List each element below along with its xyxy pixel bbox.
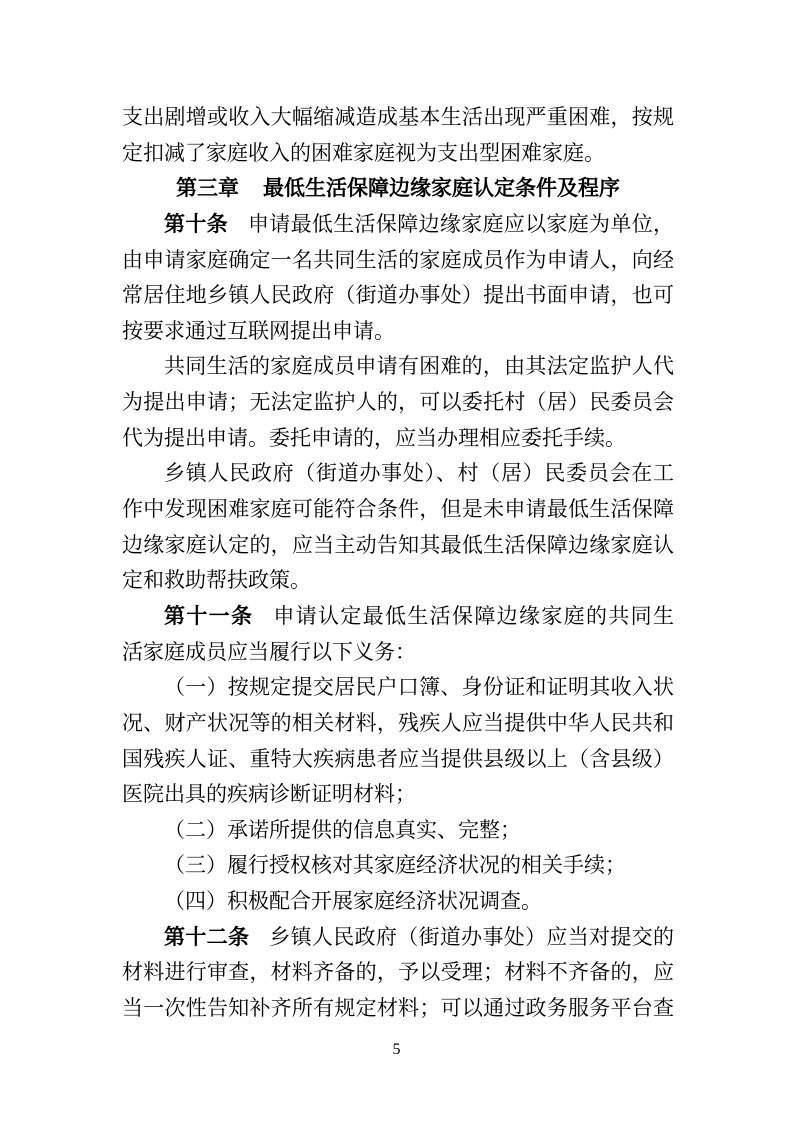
list-item: （四）积极配合开展家庭经济状况调查。	[164, 889, 542, 913]
chapter-heading	[122, 168, 674, 208]
paragraph-line: 乡镇人民政府（街道办事处）、村（居）民委员会在工	[164, 461, 674, 485]
article-label: 第十二条	[164, 925, 250, 949]
article-11-first-line	[164, 596, 674, 636]
article-text: 申请认定最低生活保障边缘家庭的共同生	[273, 604, 675, 628]
paragraph-line: 材料进行审查，材料齐备的，予以受理；材料不齐备的，应	[122, 960, 674, 984]
paragraph-line: 由申请家庭确定一名共同生活的家庭成员作为申请人，向经	[122, 248, 674, 272]
paragraph-line: 代为提出申请。委托申请的，应当办理相应委托手续。	[122, 426, 626, 450]
paragraph-line: 作中发现困难家庭可能符合条件，但是未申请最低生活保障	[122, 497, 674, 521]
paragraph-line: 当一次性告知补齐所有规定材料；可以通过政务服务平台查	[122, 996, 674, 1020]
article-12-first-line	[164, 917, 674, 957]
chapter-number: 第三章	[176, 176, 239, 200]
list-item-line: 况、财产状况等的相关材料，残疾人应当提供中华人民共和	[122, 711, 674, 735]
paragraph-line: 支出剧增或收入大幅缩减造成基本生活出现严重困难，按规	[122, 105, 674, 129]
article-label: 第十条	[164, 212, 228, 236]
paragraph-line: 为提出申请；无法定监护人的，可以委托村（居）民委员会	[122, 390, 674, 414]
list-item-line: 国残疾人证、重特大疾病患者应当提供县级以上（含县级）	[122, 747, 674, 771]
list-item-line: 医院出具的疾病诊断证明材料；	[122, 782, 416, 806]
paragraph-line: 活家庭成员应当履行以下义务：	[122, 640, 416, 664]
paragraph-line: 定和救助帮扶政策。	[122, 568, 311, 592]
paragraph-line: 按要求通过互联网提出申请。	[122, 319, 395, 343]
article-10-first-line	[164, 204, 674, 244]
article-text: 乡镇人民政府（街道办事处）应当对提交的	[269, 925, 675, 949]
page-number: 5	[392, 1041, 401, 1058]
paragraph-line: 定扣减了家庭收入的困难家庭视为支出型困难家庭。	[122, 141, 605, 165]
paragraph-line: 常居住地乡镇人民政府（街道办事处）提出书面申请，也可	[122, 283, 674, 307]
chapter-title: 最低生活保障边缘家庭认定条件及程序	[263, 176, 620, 200]
list-item-line: （一）按规定提交居民户口簿、身份证和证明其收入状	[164, 675, 674, 699]
paragraph-line: 边缘家庭认定的，应当主动告知其最低生活保障边缘家庭认	[122, 533, 674, 557]
paragraph-line: 共同生活的家庭成员申请有困难的，由其法定监护人代	[164, 354, 674, 378]
article-label: 第十一条	[164, 604, 254, 628]
list-item: （二）承诺所提供的信息真实、完整；	[164, 818, 521, 842]
list-item: （三）履行授权核对其家庭经济状况的相关手续；	[164, 853, 626, 877]
article-text: 申请最低生活保障边缘家庭应以家庭为单位，	[247, 212, 675, 236]
